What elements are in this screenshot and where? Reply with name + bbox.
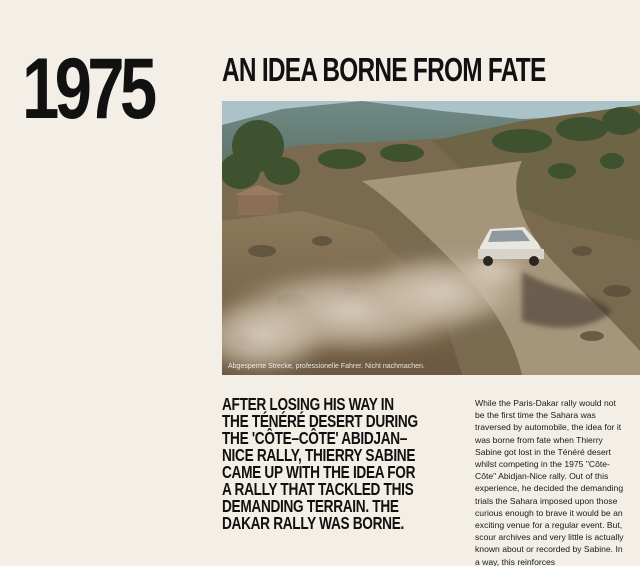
rally-car-photo <box>222 101 640 375</box>
body-paragraph: While the Paris-Dakar rally would not be the first time the Sahara was traversed by automobile, the idea for it was borne from fate when Thierry Sabine got lost in the Ténéré desert whilst competing in the 1975 "Côte-Côte" Abidjan-Nice rally. Out of this experience, he decided the demanding trials the Sahara imposed upon those curious enough to brave it would be an exciting venue for a regular event. But, scour archives and very little is actually known about or recorded by Sabine. In a way, this reinforces <box>475 398 624 566</box>
rally-photo-illustration <box>222 101 640 375</box>
year-heading: 1975 <box>22 41 153 137</box>
pull-quote: AFTER LOSING HIS WAY IN THE TÉNÉRÉ DESERT DURING THE 'CÔTE–CÔTE' ABIDJAN–NICE RALLY, THIERRY SABINE CAME UP WITH THE IDEA FOR A RALLY THAT TACKLED THIS DEMANDING TERRAIN. THE DAKAR RALLY WAS BORNE. <box>222 394 418 533</box>
photo-caption: Abgesperrte Strecke, professionelle Fahrer. Nicht nachmachen. <box>228 363 425 370</box>
section-headline: AN IDEA BORNE FROM FATE <box>222 51 546 88</box>
